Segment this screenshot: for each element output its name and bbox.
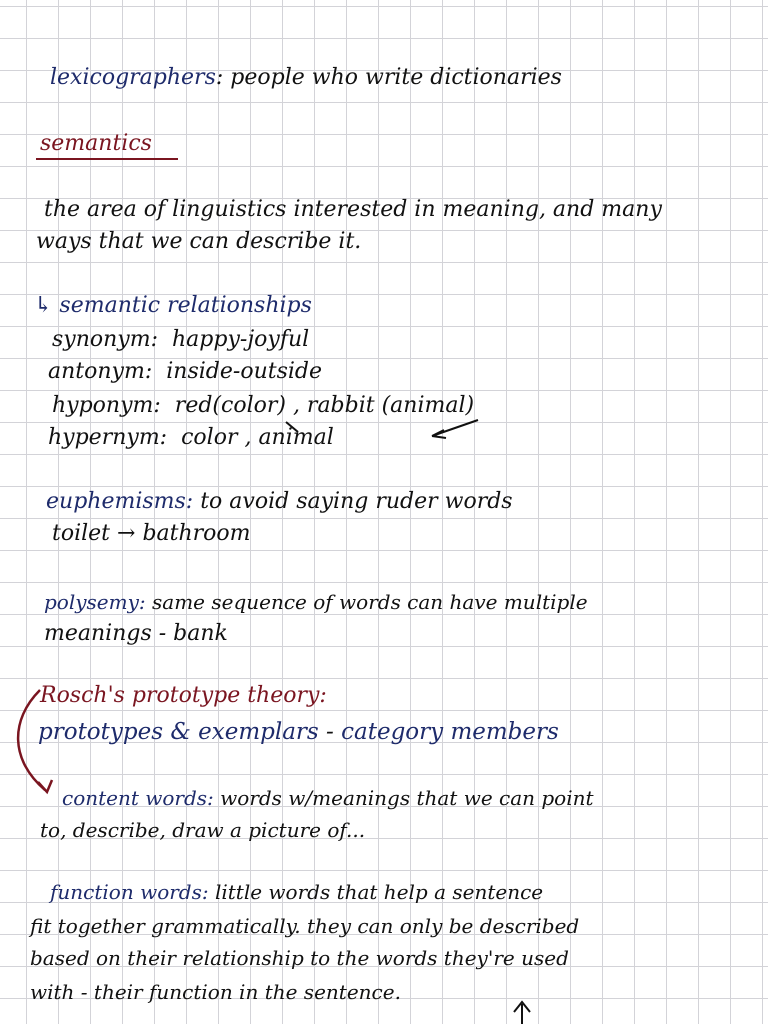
arrow-head-icon [38,780,52,792]
function-words-def: little words that help a sentence [214,880,544,904]
polysemy-line1 [44,588,588,616]
lexicographers-sep: : [215,65,224,90]
polysemy-line2: meanings - bank [44,621,228,646]
relationship-example: red(color) , rabbit (animal) [174,393,475,418]
semantics-def-line2: ways that we can describe it. [36,229,362,254]
relationship-term: synonym: [52,327,159,352]
euphemisms-def: to avoid saying ruder words [200,489,513,514]
function-words-line3: based on their relationship to the words they're used [30,946,569,970]
polysemy-term: polysemy: [44,590,146,614]
relationships-heading: ↳ semantic relationships [34,293,312,318]
semantics-heading: semantics [40,131,152,156]
content-words-def: words w/meanings that we can point [220,786,594,810]
prototype-line [38,718,559,746]
prototype-dash: - [326,719,334,745]
function-words-line4: with - their function in the sentence. [30,980,401,1004]
function-words-line1 [50,878,543,906]
lexicographers-line [50,64,562,92]
content-words-line2: to, describe, draw a picture of... [40,818,366,842]
polysemy-def: same sequence of words can have multiple [152,590,588,614]
semantics-def-line1: the area of linguistics interested in meaning, and many [44,197,662,222]
relationship-row [48,424,334,452]
left-arrow-icon [432,420,478,438]
lexicographers-term: lexicographers [50,65,216,90]
relationship-example: color , animal [181,425,334,450]
relationship-example: happy-joyful [172,327,310,352]
euphemisms-line [46,488,513,516]
relationship-row [52,326,309,354]
euphemisms-term: euphemisms: [46,489,194,514]
relationship-term: hyponym: [52,393,161,418]
function-words-term: function words: [50,880,209,904]
relationship-row [52,392,474,420]
relationship-row [48,358,322,386]
semantics-underline [36,158,178,160]
euphemisms-example: toilet → bathroom [52,521,251,546]
prototype-terms: prototypes & exemplars [38,719,319,745]
prototype-members: category members [341,719,559,745]
function-words-line2: fit together grammatically. they can only be described [30,914,580,938]
prototype-heading: Rosch's prototype theory: [40,683,327,708]
relationship-example: inside-outside [166,359,323,384]
content-words-line1 [62,784,594,812]
lexicographers-def: people who write dictionaries [230,65,562,90]
relationship-term: hypernym: [48,425,168,450]
content-words-term: content words: [62,786,214,810]
up-arrow-icon [514,1002,530,1024]
relationship-term: antonym: [48,359,153,384]
